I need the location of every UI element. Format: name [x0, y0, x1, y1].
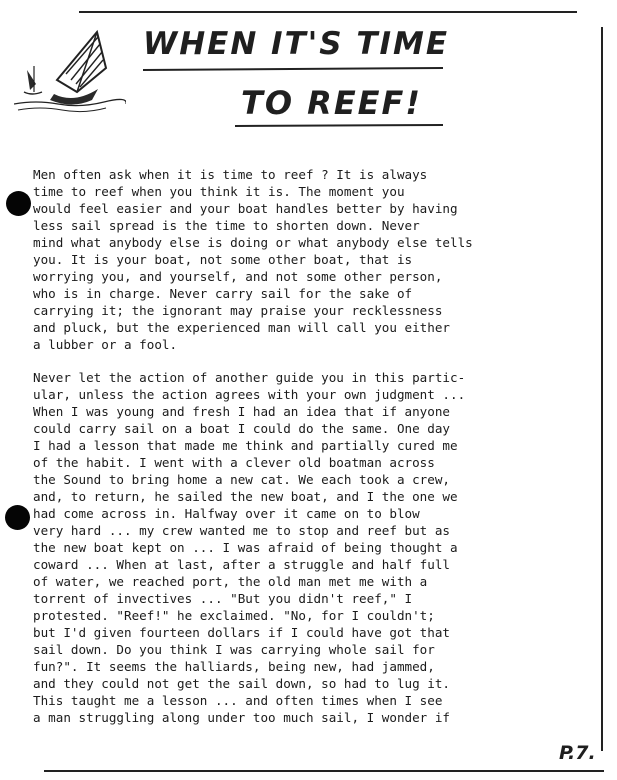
text-line: and, to return, he sailed the new boat, and I the one we — [33, 489, 458, 504]
text-line: a lubber or a fool. — [33, 337, 178, 352]
text-line: a man struggling along under too much sail, I wonder if — [33, 710, 451, 725]
text-line: would feel easier and your boat handles better by having — [33, 201, 458, 216]
right-rule — [601, 27, 603, 751]
text-line: sail down. Do you think I was carrying whole sail for — [33, 642, 435, 657]
text-line: who is in charge. Never carry sail for the sake of — [33, 286, 413, 301]
text-line: but I'd given fourteen dollars if I could have got that — [33, 625, 451, 640]
title-line-1: WHEN IT'S TIME — [143, 26, 450, 62]
title-line-2: TO REEF! — [241, 84, 422, 122]
text-line: Men often ask when it is time to reef ? It is always — [33, 167, 428, 182]
text-line: you. It is your boat, not some other boat, that is — [33, 252, 413, 267]
title-underlines — [143, 26, 473, 136]
punch-hole — [5, 505, 30, 530]
text-line: coward ... When at last, after a struggle and half full — [33, 557, 451, 572]
article-body — [33, 166, 593, 742]
text-line: When I was young and fresh I had an idea that if anyone — [33, 404, 451, 419]
text-line: protested. "Reef!" he exclaimed. "No, for I couldn't; — [33, 608, 435, 623]
text-line: less sail spread is the time to shorten down. Never — [33, 218, 420, 233]
text-line: fun?". It seems the halliards, being new, had jammed, — [33, 659, 435, 674]
text-line: Never let the action of another guide you in this partic- — [33, 370, 466, 385]
text-line: torrent of invectives ... "But you didn't reef," I — [33, 591, 413, 606]
text-line: very hard ... my crew wanted me to stop and reef but as — [33, 523, 451, 538]
page-number: P.7. — [559, 742, 596, 764]
text-line: had come across in. Halfway over it came on to blow — [33, 506, 420, 521]
text-line: and they could not get the sail down, so had to lug it. — [33, 676, 451, 691]
text-line: mind what anybody else is doing or what anybody else tells — [33, 235, 473, 250]
text-line: could carry sail on a boat I could do the same. One day — [33, 421, 451, 436]
text-line: the new boat kept on ... I was afraid of being thought a — [33, 540, 458, 555]
bottom-rule — [44, 770, 604, 772]
text-line: I had a lesson that made me think and partially cured me — [33, 438, 458, 453]
paragraph-1 — [33, 166, 593, 353]
text-line: ular, unless the action agrees with your own judgment ... — [33, 387, 466, 402]
punch-hole — [6, 191, 31, 216]
top-rule — [79, 11, 577, 13]
text-line: worrying you, and yourself, and not some other person, — [33, 269, 443, 284]
text-line: and pluck, but the experienced man will call you either — [33, 320, 451, 335]
text-line: carrying it; the ignorant may praise your recklessness — [33, 303, 443, 318]
text-line: of the habit. I went with a clever old boatman across — [33, 455, 435, 470]
article-title — [143, 26, 473, 136]
text-line: the Sound to bring home a new cat. We each took a crew, — [33, 472, 451, 487]
paragraph-2 — [33, 369, 593, 726]
text-line: of water, we reached port, the old man met me with a — [33, 574, 428, 589]
text-line: This taught me a lesson ... and often times when I see — [33, 693, 443, 708]
sailboat-illustration — [14, 22, 126, 118]
text-line: time to reef when you think it is. The moment you — [33, 184, 405, 199]
